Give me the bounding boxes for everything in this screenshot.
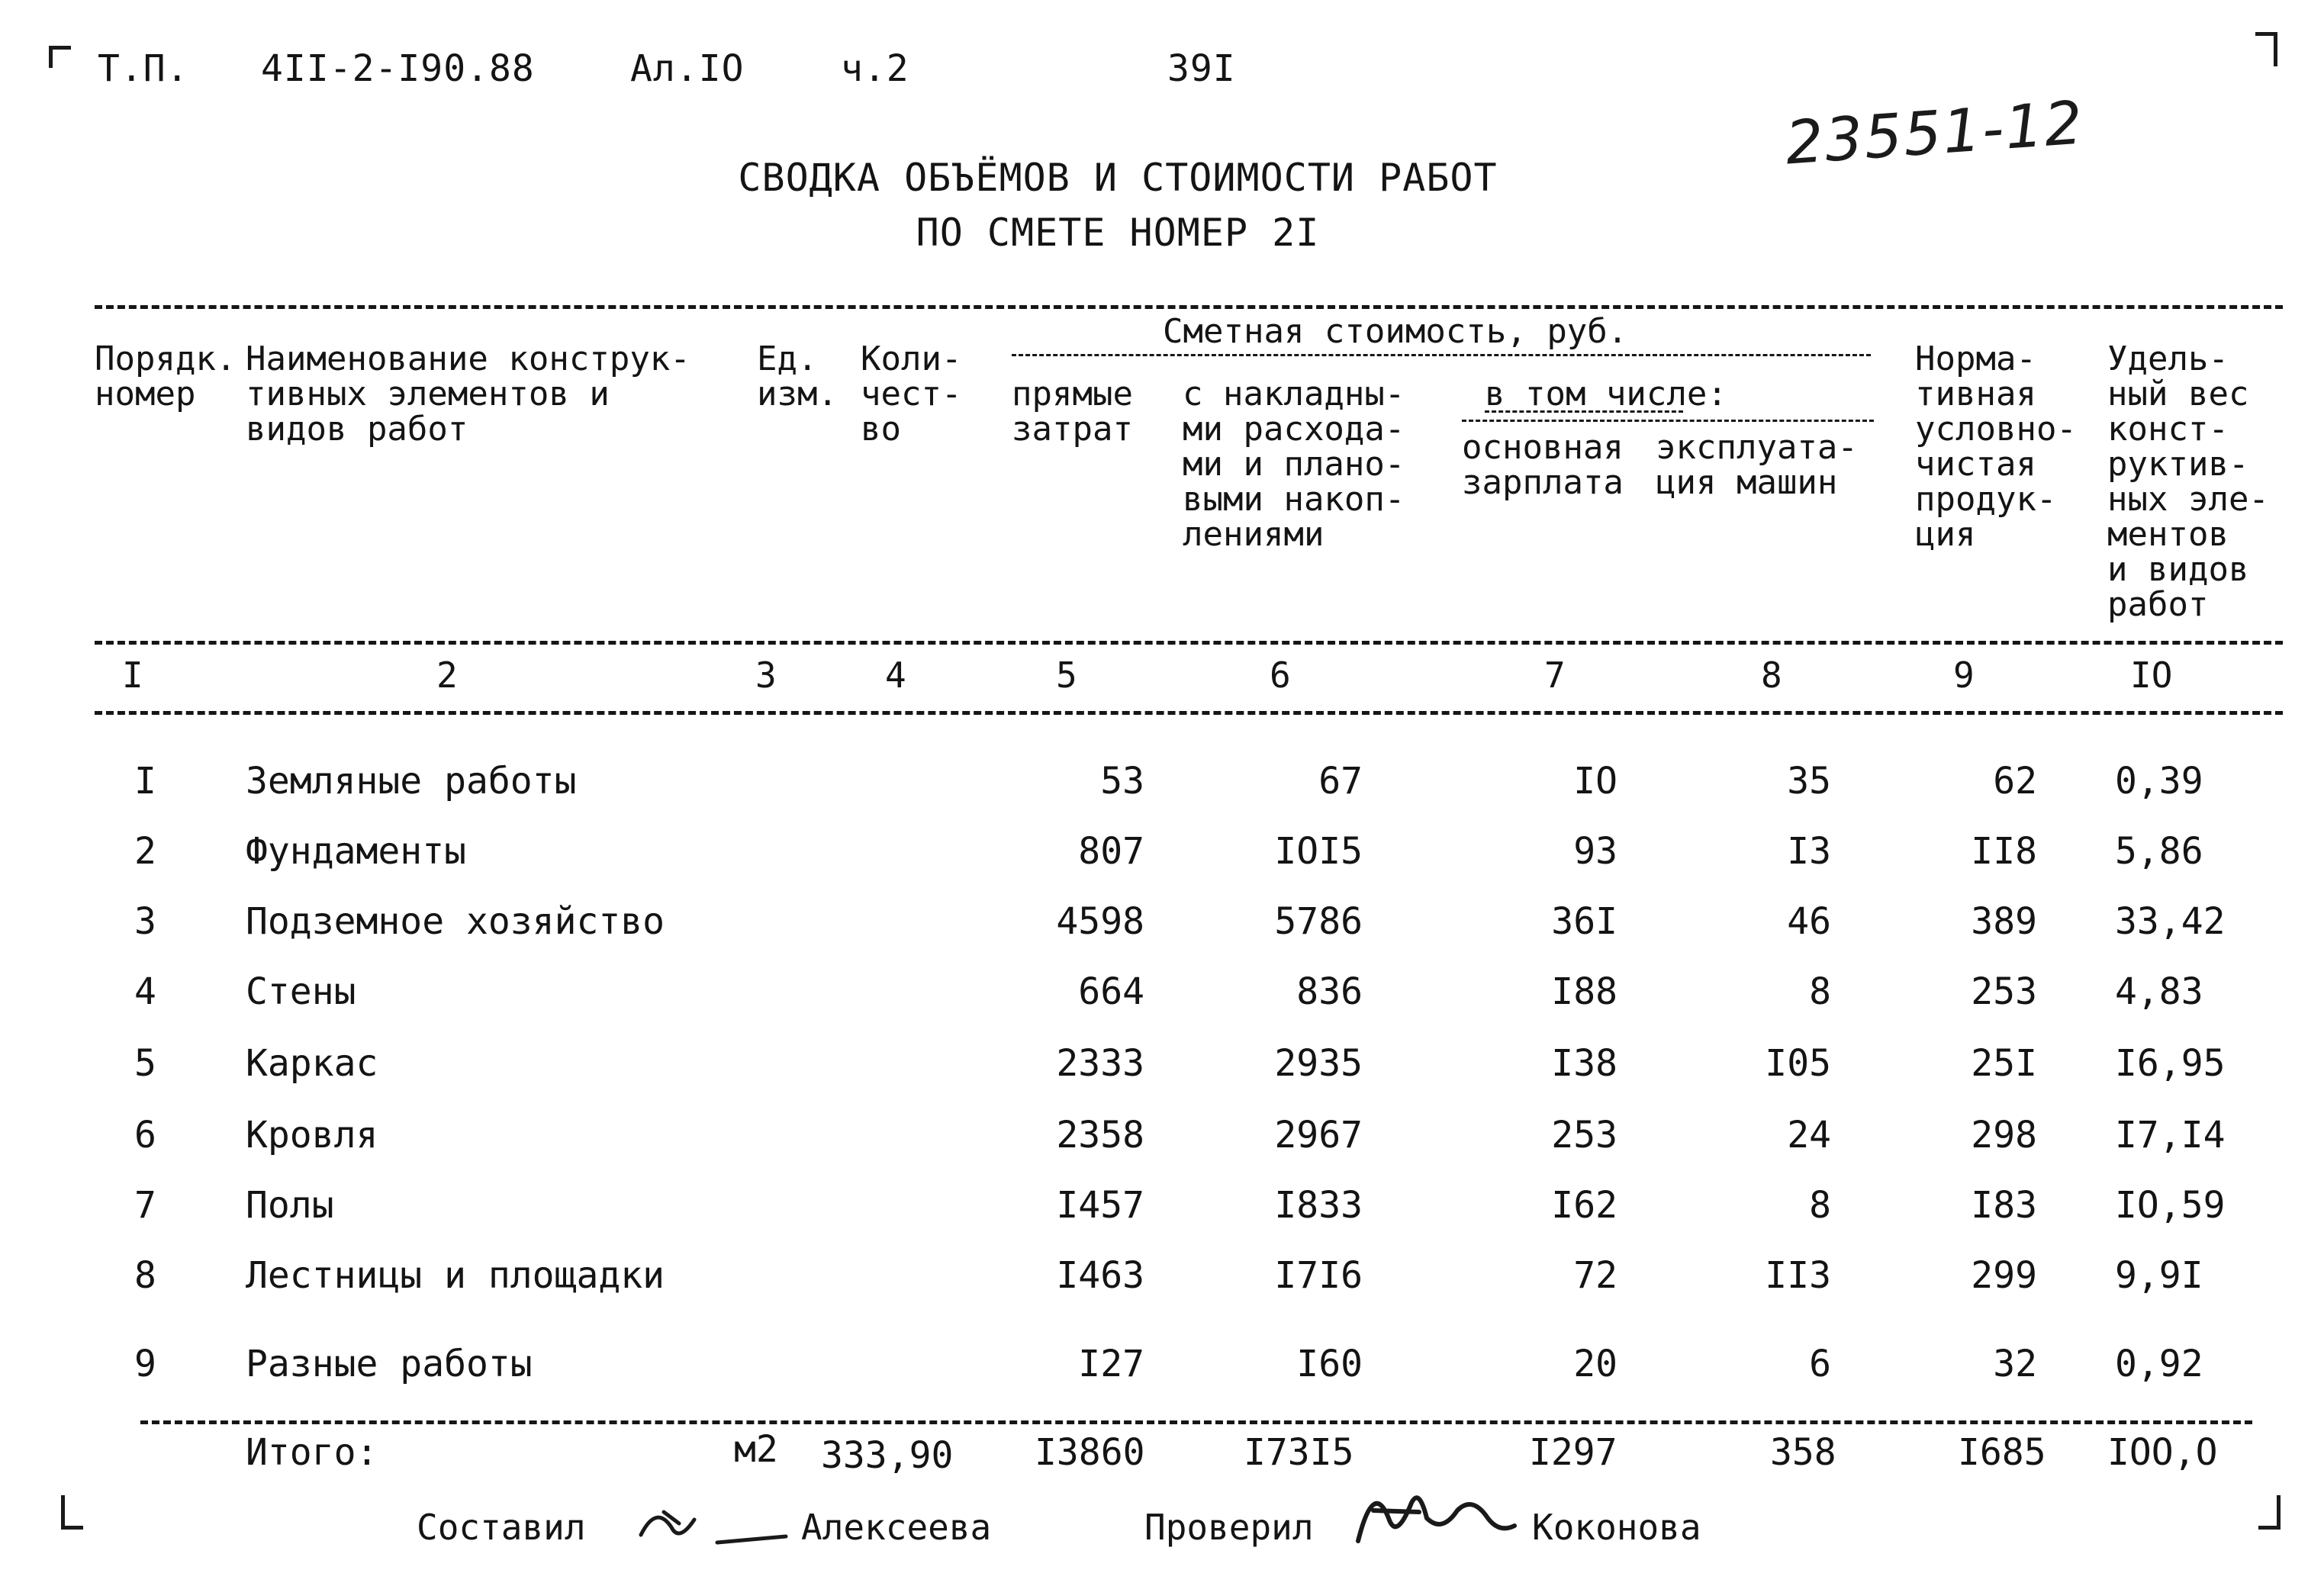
row-net-output: 298 [1971,1114,2037,1157]
total-quantity: 333,90 [821,1434,954,1477]
row-specific-weight: 0,92 [2115,1343,2203,1385]
row-direct-costs: 664 [1078,970,1144,1013]
row-direct-costs: 2358 [1056,1114,1144,1157]
row-net-output: 62 [1993,760,2037,803]
column-number-1: I [122,655,143,696]
column-number-6: 6 [1270,655,1291,696]
row-with-overheads: I833 [1274,1184,1363,1227]
column-number-2: 2 [436,655,458,696]
row-direct-costs: I27 [1078,1343,1144,1385]
row-work-name: Разные работы [246,1343,533,1385]
column-number-10: IO [2130,655,2173,696]
row-work-name: Кровля [246,1114,378,1157]
column-header-unit: Ед. изм. [757,339,838,413]
column-header-net-output: Норма- тивная условно- чистая продук- ция [1915,339,2077,554]
row-with-overheads: I7I6 [1274,1254,1363,1297]
row-machine-operation: I05 [1765,1042,1831,1085]
row-number: I [134,760,156,803]
row-work-name: Каркас [246,1042,378,1085]
row-specific-weight: 33,42 [2115,900,2226,943]
row-number: 3 [134,900,156,943]
row-work-name: Земляные работы [246,760,577,803]
header-album: Ал.IO [630,47,745,90]
row-with-overheads: 67 [1318,760,1363,803]
row-work-name: Подземное хозяйство [246,900,665,943]
total-machine-operation: 358 [1770,1431,1836,1474]
row-base-salary: IO [1573,760,1617,803]
row-base-salary: 20 [1573,1343,1617,1385]
row-machine-operation: 24 [1787,1114,1831,1157]
total-with-overheads: I73I5 [1244,1431,1354,1474]
column-number-5: 5 [1056,655,1077,696]
total-base-salary: I297 [1529,1431,1617,1474]
row-with-overheads: IOI5 [1274,830,1363,873]
header-page-number: 39I [1167,47,1236,90]
total-direct-costs: I3860 [1035,1431,1145,1474]
row-net-output: 25I [1971,1042,2037,1085]
total-unit: м2 [734,1428,778,1471]
row-net-output: I83 [1971,1184,2037,1227]
row-base-salary: I88 [1551,970,1617,1013]
row-base-salary: 72 [1573,1254,1617,1297]
total-label: Итого: [246,1431,378,1474]
column-number-3: 3 [755,655,777,696]
corner-mark-bottom-left [61,1495,83,1530]
column-number-9: 9 [1953,655,1975,696]
row-number: 9 [134,1343,156,1385]
total-net-output: I685 [1958,1431,2046,1474]
row-net-output: 32 [1993,1343,2037,1385]
row-work-name: Полы [246,1184,334,1227]
row-number: 2 [134,830,156,873]
row-direct-costs: 807 [1078,830,1144,873]
row-specific-weight: I7,I4 [2115,1114,2226,1157]
row-base-salary: I62 [1551,1184,1617,1227]
column-header-group-cost: Сметная стоимость, руб. [1163,312,1628,351]
column-header-specific-weight: Удель- ный вес конст- руктив- ных эле- ментов и видов работ [2107,339,2269,624]
column-header-name: Наименование конструк- тивных элементов и видов работ [246,339,690,449]
row-with-overheads: I60 [1296,1343,1363,1385]
row-number: 5 [134,1042,156,1085]
checked-by-name: Коконова [1532,1507,1701,1548]
row-direct-costs: 53 [1100,760,1144,803]
signature-mark-compiled [633,1489,793,1550]
row-with-overheads: 2935 [1274,1042,1363,1085]
column-number-4: 4 [885,655,906,696]
row-number: 6 [134,1114,156,1157]
signature-mark-checked [1343,1472,1526,1556]
row-specific-weight: 9,9I [2115,1254,2203,1297]
row-base-salary: 93 [1573,830,1617,873]
row-work-name: Стены [246,970,356,1013]
row-number: 4 [134,970,156,1013]
corner-mark-top-left [49,46,71,68]
column-header-direct-costs: прямые затрат [1012,375,1133,449]
document-subtitle: ПО СМЕТЕ НОМЕР 2I [916,211,1320,255]
table-top-rule [95,305,2283,309]
row-net-output: 389 [1971,900,2037,943]
header-project-code: 4II-2-I90.88 [261,47,535,90]
corner-mark-bottom-right [2258,1495,2281,1530]
column-number-8: 8 [1761,655,1782,696]
row-machine-operation: 8 [1809,970,1831,1013]
row-specific-weight: IO,59 [2115,1184,2226,1227]
header-tp: Т.П. [98,47,189,90]
corner-mark-top-right [2255,32,2277,66]
compiled-by-name: Алексеева [801,1507,992,1548]
row-machine-operation: I3 [1787,830,1831,873]
row-machine-operation: II3 [1765,1254,1831,1297]
total-rule [140,1420,2252,1424]
column-header-subgroup: в том числе: [1485,375,1727,413]
row-with-overheads: 5786 [1274,900,1363,943]
row-direct-costs: 4598 [1056,900,1144,943]
row-specific-weight: 4,83 [2115,970,2203,1013]
row-direct-costs: 2333 [1056,1042,1144,1085]
row-specific-weight: I6,95 [2115,1042,2226,1085]
row-specific-weight: 0,39 [2115,760,2203,803]
total-specific-weight: IOO,O [2107,1431,2218,1474]
column-header-machine-operation: эксплуата- ция машин [1656,428,1858,502]
row-net-output: 253 [1971,970,2037,1013]
colnum-bottom-rule [95,711,2283,715]
row-base-salary: 253 [1551,1114,1617,1157]
subgroup-rule [1462,420,1874,422]
row-direct-costs: I457 [1056,1184,1144,1227]
row-machine-operation: 35 [1787,760,1831,803]
column-header-base-salary: основная зарплата [1462,428,1624,502]
row-net-output: II8 [1971,830,2037,873]
header-part: ч.2 [841,47,909,90]
row-machine-operation: 6 [1809,1343,1831,1385]
column-number-7: 7 [1544,655,1566,696]
row-net-output: 299 [1971,1254,2037,1297]
row-base-salary: 36I [1551,900,1617,943]
row-number: 7 [134,1184,156,1227]
row-work-name: Лестницы и площадки [246,1254,665,1297]
handwritten-archive-number: 23551-12 [1783,88,2087,179]
row-with-overheads: 2967 [1274,1114,1363,1157]
column-header-with-overheads: с накладны- ми расхода- ми и плано- выми накоп- лениями [1183,375,1405,554]
row-machine-operation: 8 [1809,1184,1831,1227]
column-header-order-number: Порядк. номер [95,339,237,413]
row-specific-weight: 5,86 [2115,830,2203,873]
document-title: СВОДКА ОБЪЁМОВ И СТОИМОСТИ РАБОТ [738,156,1498,200]
header-bottom-rule [95,641,2283,645]
row-number: 8 [134,1254,156,1297]
row-direct-costs: I463 [1056,1254,1144,1297]
checked-by-label: Проверил [1144,1507,1314,1548]
row-with-overheads: 836 [1296,970,1363,1013]
row-work-name: Фундаменты [246,830,466,873]
row-machine-operation: 46 [1787,900,1831,943]
row-base-salary: I38 [1551,1042,1617,1085]
group-rule [1012,354,1871,356]
compiled-by-label: Составил [417,1507,586,1548]
column-header-quantity: Коли- чест- во [861,339,962,449]
